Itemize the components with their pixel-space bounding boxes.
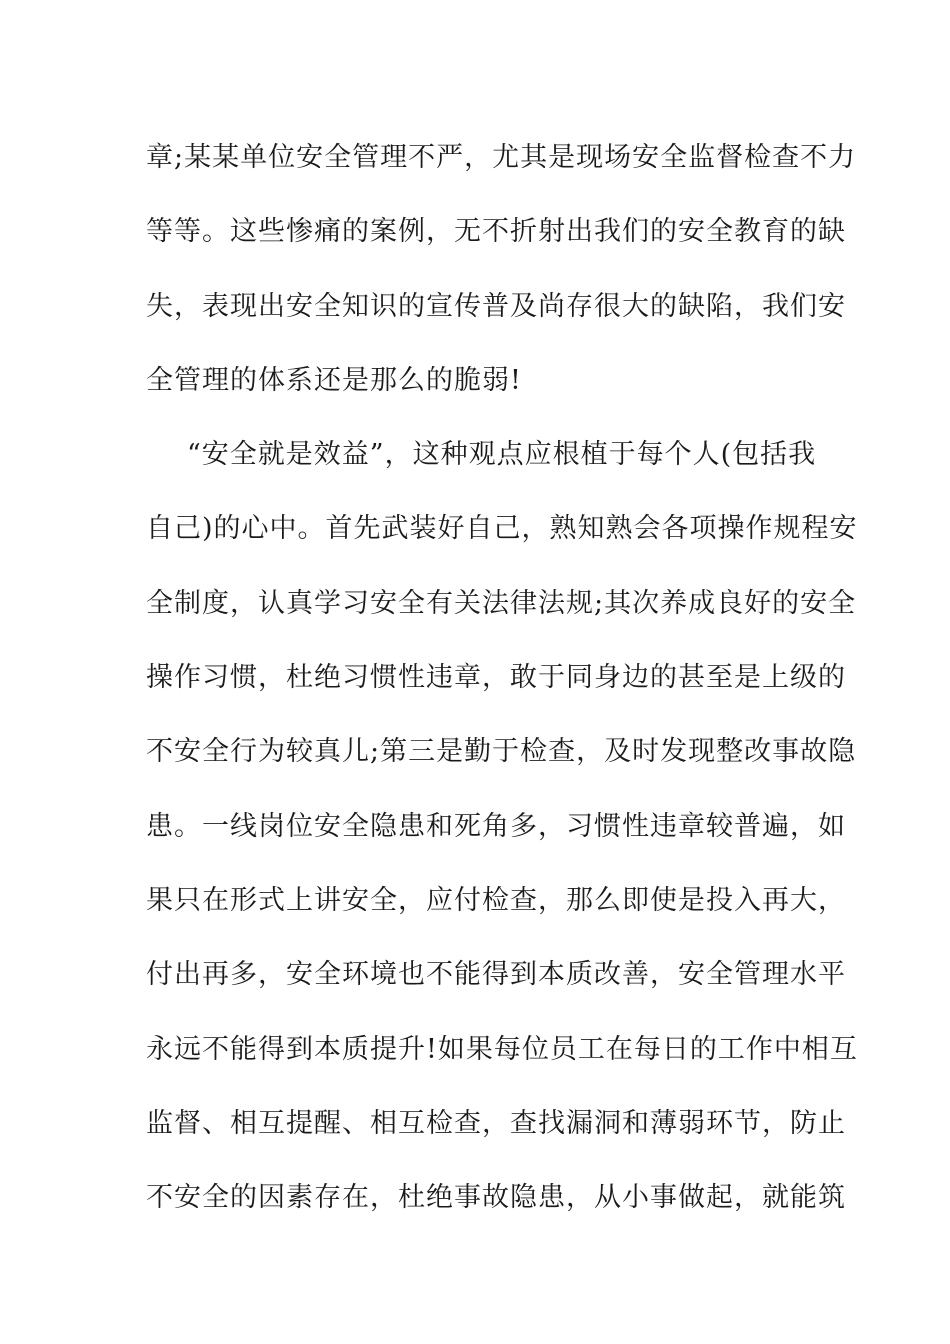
- text-line: 章;某某单位安全管理不严，尤其是现场安全监督检查不力: [146, 142, 857, 173]
- text-line: 付出再多，安全环境也不能得到本质改善，安全管理水平: [146, 959, 846, 991]
- text-line: 监督、相互提醒、相互检查，查找漏洞和薄弱环节，防止: [146, 1107, 846, 1139]
- text-line: 不安全的因素存在，杜绝事故隐患，从小事做起，就能筑: [146, 1182, 846, 1214]
- text-line: 果只在形式上讲安全，应付检查，那么即使是投入再大，: [146, 884, 846, 916]
- text-line: 永远不能得到本质提升!如果每位员工在每日的工作中相互: [146, 1033, 858, 1065]
- text-line: 失，表现出安全知识的宣传普及尚存很大的缺陷，我们安: [146, 290, 846, 322]
- paragraph-start-line: “安全就是效益”，这种观点应根植于每个人(包括我: [187, 439, 817, 471]
- text-line: 患。一线岗位安全隐患和死角多，习惯性违章较普遍，如: [146, 810, 846, 842]
- text-line: 操作习惯，杜绝习惯性违章，敢于同身边的甚至是上级的: [146, 662, 846, 694]
- text-line: 全管理的体系还是那么的脆弱!: [146, 364, 522, 396]
- text-line: 不安全行为较真儿;第三是勤于检查，及时发现整改事故隐: [146, 736, 857, 768]
- text-line: 全制度，认真学习安全有关法律法规;其次养成良好的安全: [146, 587, 857, 619]
- body-text: [146, 128, 858, 1242]
- text-line: 自己)的心中。首先武装好自己，熟知熟会各项操作规程安: [146, 513, 858, 545]
- text-line: 等等。这些惨痛的案例，无不折射出我们的安全教育的缺: [146, 216, 846, 248]
